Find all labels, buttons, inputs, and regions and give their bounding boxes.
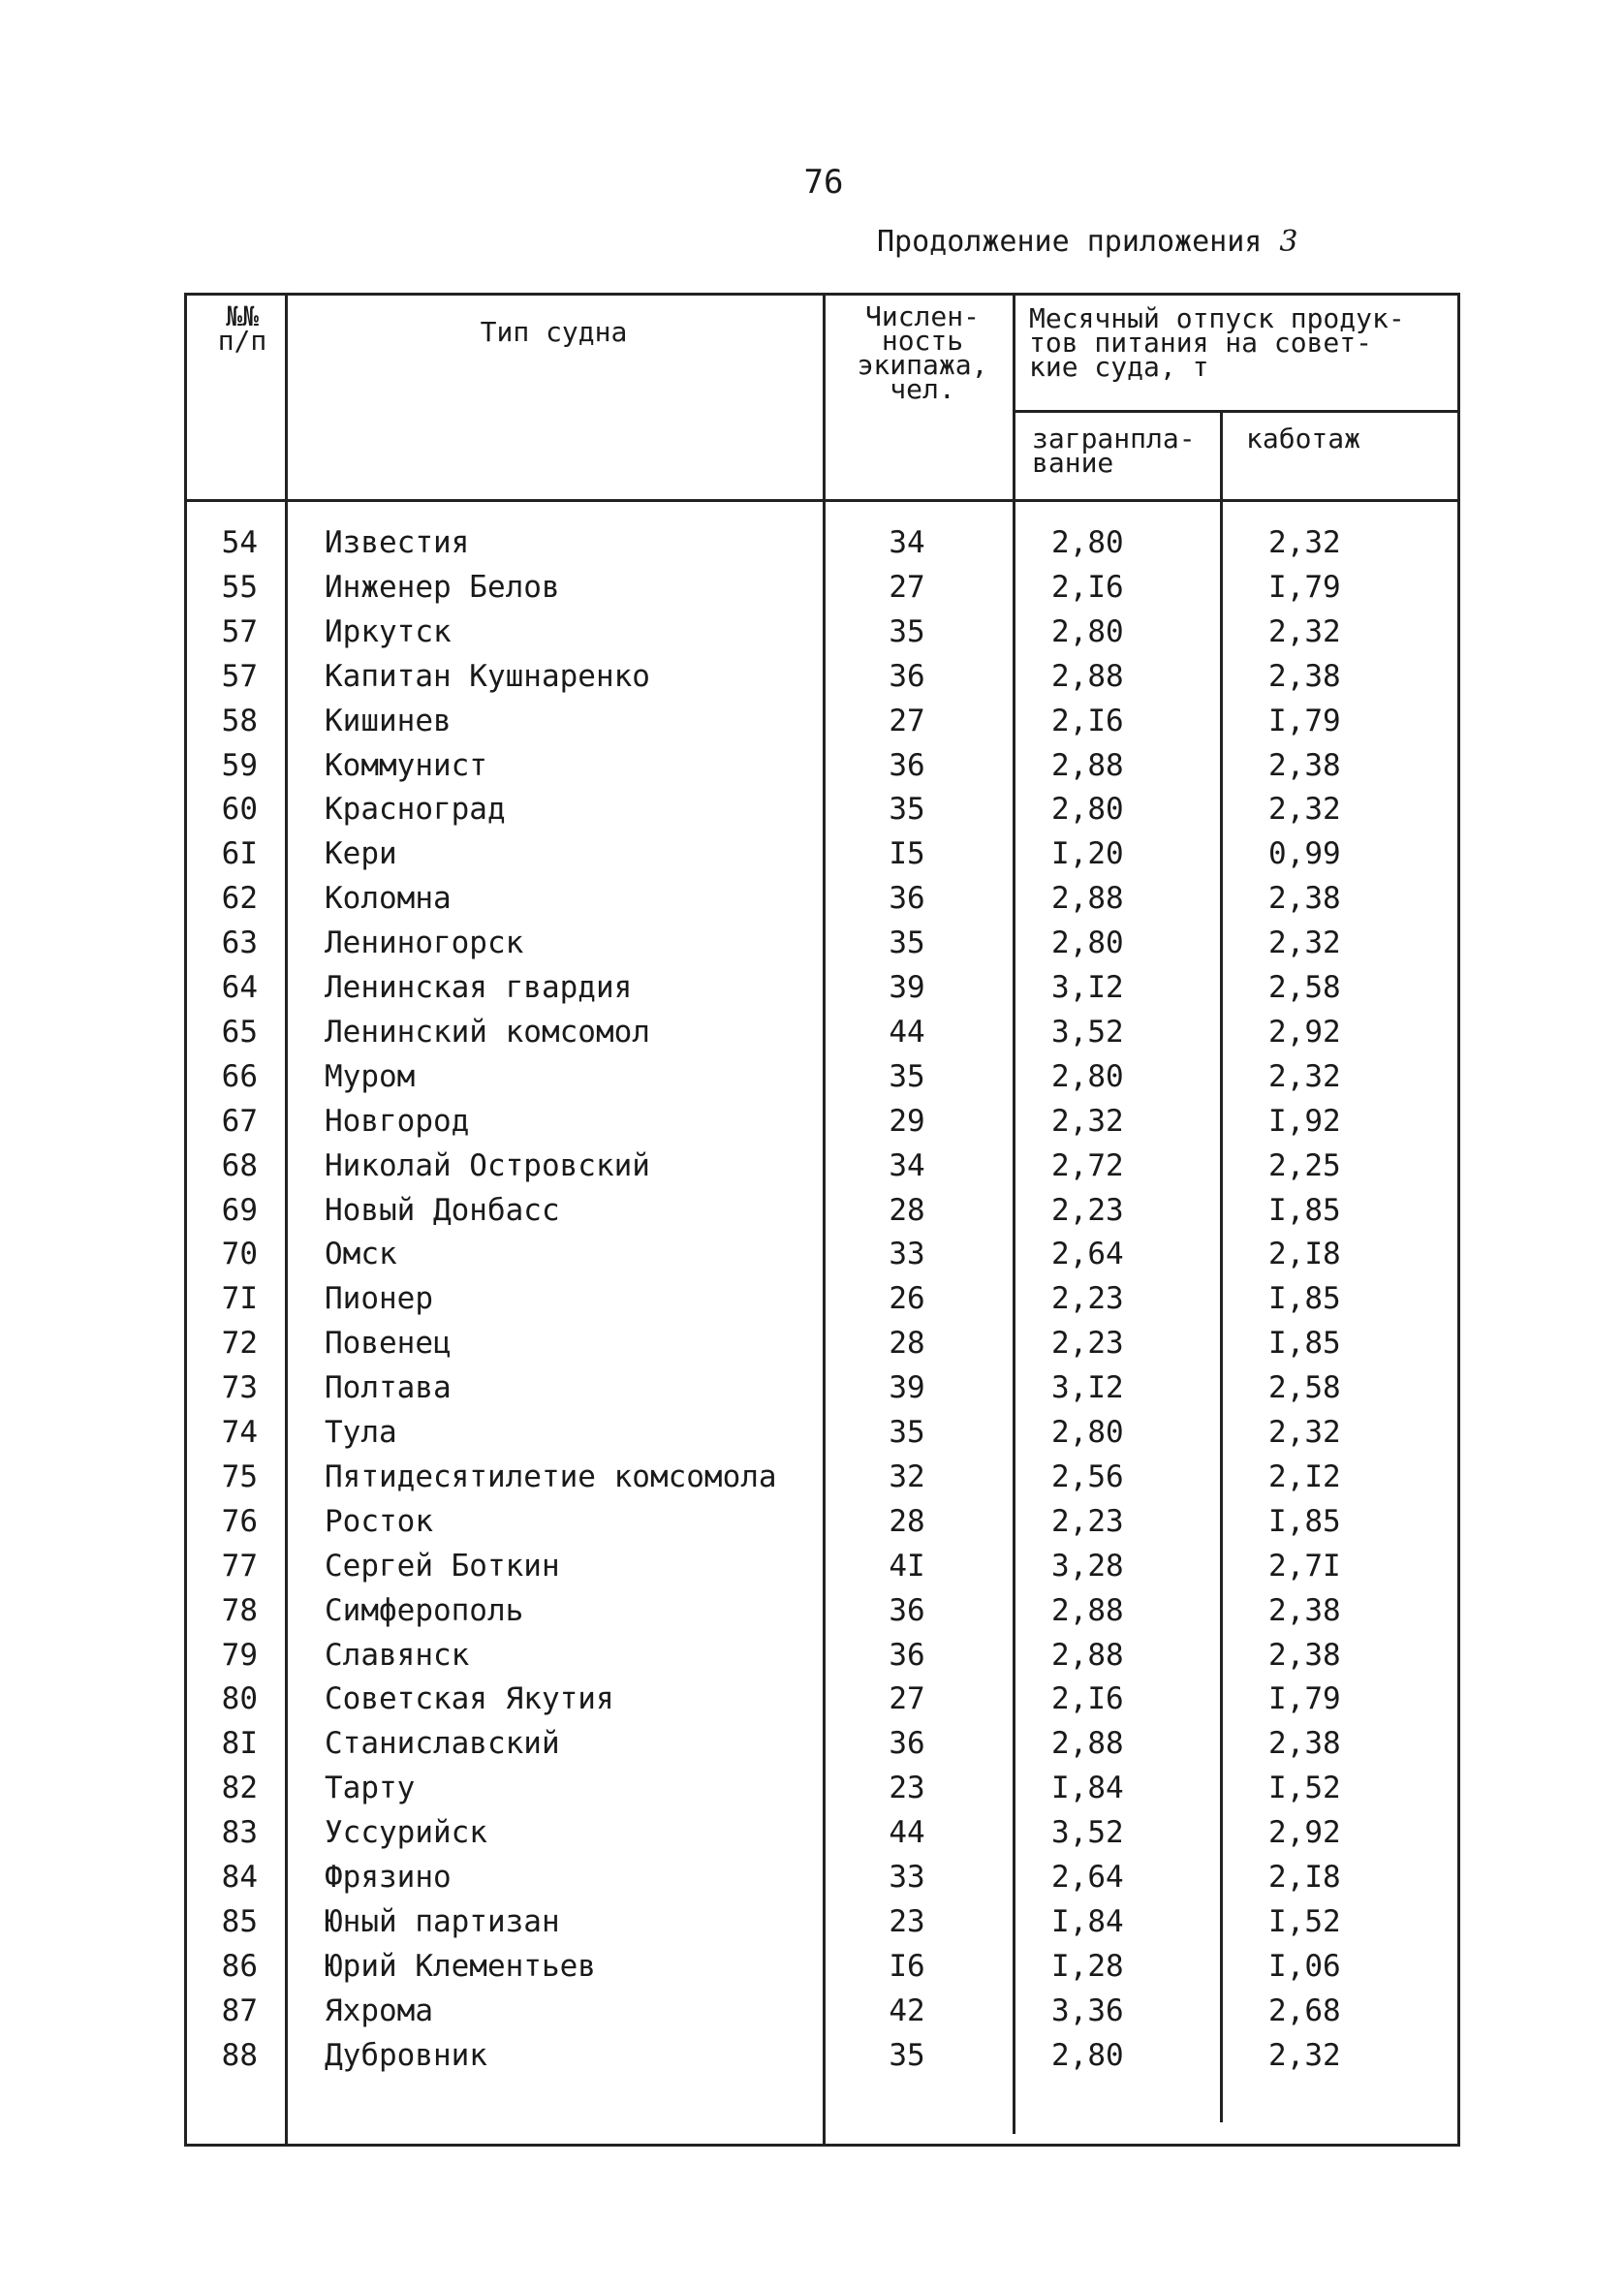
cabotage-value: I,85	[1268, 1281, 1341, 1317]
table-row	[0, 1054, 1624, 1099]
cabotage-value: I,79	[1268, 569, 1341, 605]
row-number: 77	[221, 1548, 258, 1584]
foreign-voyage-value: 3,52	[1051, 1815, 1124, 1851]
crew-count: 4I	[889, 1548, 925, 1584]
ship-name: Ленинская гвардия	[325, 970, 633, 1005]
crew-count: 36	[889, 747, 925, 783]
crew-count: 36	[889, 1726, 925, 1762]
header-subdivider	[1013, 410, 1460, 413]
ship-name: Капитан Кушнаренко	[325, 658, 650, 694]
foreign-voyage-value: 2,I6	[1051, 1681, 1124, 1717]
crew-count: 27	[889, 569, 925, 605]
crew-count: 28	[889, 1503, 925, 1539]
continuation-caption	[877, 225, 1298, 259]
table-row	[0, 1499, 1624, 1544]
foreign-voyage-value: I,20	[1051, 836, 1124, 872]
cabotage-value: I,06	[1268, 1948, 1341, 1984]
ship-name: Кишинев	[325, 703, 452, 738]
foreign-voyage-value: 2,80	[1051, 525, 1124, 560]
crew-count: 36	[889, 1592, 925, 1628]
row-number: 83	[221, 1815, 258, 1851]
table-row	[0, 1010, 1624, 1054]
row-number: 8I	[221, 1726, 258, 1762]
cabotage-value: 2,38	[1268, 1726, 1341, 1762]
ship-name: Уссурийск	[325, 1815, 487, 1851]
ship-name: Росток	[325, 1503, 433, 1539]
row-number: 72	[221, 1326, 258, 1362]
crew-count: I5	[889, 836, 925, 872]
foreign-voyage-value: 2,80	[1051, 1415, 1124, 1450]
crew-count: 36	[889, 881, 925, 917]
cabotage-value: 2,I8	[1268, 1237, 1341, 1272]
crew-count: 35	[889, 2037, 925, 2073]
table-row	[0, 1766, 1624, 1810]
row-number: 55	[221, 569, 258, 605]
table-row	[0, 921, 1624, 965]
header-ship-type: Тип судна	[480, 316, 628, 348]
foreign-voyage-value: 2,80	[1051, 2037, 1124, 2073]
cabotage-value: 2,38	[1268, 658, 1341, 694]
cabotage-value: 2,38	[1268, 747, 1341, 783]
row-number: 7I	[221, 1281, 258, 1317]
table-row	[0, 654, 1624, 699]
row-number: 85	[221, 1903, 258, 1939]
table-row	[0, 1855, 1624, 1899]
row-number: 66	[221, 1058, 258, 1094]
appendix-number: 3	[1279, 225, 1298, 259]
ship-name: Яхрома	[325, 1992, 433, 2028]
cabotage-value: I,79	[1268, 1681, 1341, 1717]
cabotage-value: 2,92	[1268, 1014, 1341, 1050]
crew-count: 23	[889, 1771, 925, 1806]
row-number: 62	[221, 881, 258, 917]
cabotage-value: 2,I2	[1268, 1459, 1341, 1494]
row-number: 68	[221, 1147, 258, 1183]
ship-name: Красноград	[325, 792, 506, 828]
table-row	[0, 1321, 1624, 1365]
crew-count: 44	[889, 1014, 925, 1050]
crew-count: 28	[889, 1192, 925, 1228]
foreign-voyage-value: 2,88	[1051, 747, 1124, 783]
ship-name: Коломна	[325, 881, 452, 917]
row-number: 73	[221, 1370, 258, 1406]
crew-count: 28	[889, 1326, 925, 1362]
ship-name: Инженер Белов	[325, 569, 560, 605]
ship-name: Тарту	[325, 1771, 416, 1806]
row-number: 70	[221, 1237, 258, 1272]
foreign-voyage-value: 2,56	[1051, 1459, 1124, 1494]
table-row	[0, 1544, 1624, 1588]
ship-name: Дубровник	[325, 2037, 487, 2073]
foreign-voyage-value: 2,23	[1051, 1503, 1124, 1539]
crew-count: 23	[889, 1903, 925, 1939]
crew-count: 35	[889, 613, 925, 649]
ship-name: Пятидесятилетие комсомола	[325, 1459, 777, 1494]
ship-name: Юный партизан	[325, 1903, 560, 1939]
row-number: 84	[221, 1860, 258, 1895]
crew-count: 35	[889, 1415, 925, 1450]
ship-name: Новый Донбасс	[325, 1192, 560, 1228]
ship-name: Советская Якутия	[325, 1681, 614, 1717]
row-number: 74	[221, 1415, 258, 1450]
crew-count: 35	[889, 925, 925, 961]
table-row	[0, 565, 1624, 610]
ship-name: Кери	[325, 836, 397, 872]
foreign-voyage-value: 2,80	[1051, 792, 1124, 828]
row-number: 75	[221, 1459, 258, 1494]
table-row	[0, 1899, 1624, 1944]
ship-name: Омск	[325, 1237, 397, 1272]
table-row	[0, 1721, 1624, 1766]
cabotage-value: I,92	[1268, 1103, 1341, 1139]
crew-count: 44	[889, 1815, 925, 1851]
foreign-voyage-value: 2,64	[1051, 1860, 1124, 1895]
foreign-voyage-value: 2,88	[1051, 881, 1124, 917]
foreign-voyage-value: 3,28	[1051, 1548, 1124, 1584]
cabotage-value: 2,92	[1268, 1815, 1341, 1851]
ship-name: Коммунист	[325, 747, 487, 783]
foreign-voyage-value: 2,80	[1051, 1058, 1124, 1094]
row-number: 76	[221, 1503, 258, 1539]
cabotage-value: 0,99	[1268, 836, 1341, 872]
foreign-voyage-value: 2,88	[1051, 1637, 1124, 1673]
row-number: 65	[221, 1014, 258, 1050]
row-number: 60	[221, 792, 258, 828]
crew-count: 39	[889, 970, 925, 1005]
foreign-voyage-value: 2,88	[1051, 1592, 1124, 1628]
row-number: 69	[221, 1192, 258, 1228]
table-row	[0, 787, 1624, 831]
crew-count: 33	[889, 1237, 925, 1272]
row-number: 79	[221, 1637, 258, 1673]
table-row	[0, 1188, 1624, 1233]
table-row	[0, 1633, 1624, 1678]
ship-name: Юрий Клементьев	[325, 1948, 596, 1984]
table-row	[0, 610, 1624, 654]
row-number: 57	[221, 658, 258, 694]
table-row	[0, 743, 1624, 788]
crew-count: 27	[889, 703, 925, 738]
table-row	[0, 1099, 1624, 1144]
foreign-voyage-value: 2,80	[1051, 925, 1124, 961]
table-row	[0, 2033, 1624, 2078]
row-number: 63	[221, 925, 258, 961]
header-foreign-voyage: загранпла- вание	[1032, 423, 1196, 479]
cabotage-value: 2,68	[1268, 1992, 1341, 2028]
foreign-voyage-value: 3,36	[1051, 1992, 1124, 2028]
ship-name: Тула	[325, 1415, 397, 1450]
foreign-voyage-value: I,28	[1051, 1948, 1124, 1984]
foreign-voyage-value: 2,80	[1051, 613, 1124, 649]
ship-name: Иркутск	[325, 613, 452, 649]
ship-name: Новгород	[325, 1103, 470, 1139]
cabotage-value: 2,38	[1268, 1637, 1341, 1673]
foreign-voyage-value: 2,72	[1051, 1147, 1124, 1183]
row-number: 86	[221, 1948, 258, 1984]
crew-count: 34	[889, 525, 925, 560]
continuation-text: Продолжение приложения	[877, 225, 1263, 259]
foreign-voyage-value: 2,I6	[1051, 703, 1124, 738]
table-row	[0, 1677, 1624, 1721]
cabotage-value: 2,25	[1268, 1147, 1341, 1183]
table-row	[0, 1232, 1624, 1276]
foreign-voyage-value: 2,I6	[1051, 569, 1124, 605]
cabotage-value: 2,7I	[1268, 1548, 1341, 1584]
cabotage-value: 2,32	[1268, 792, 1341, 828]
foreign-voyage-value: 3,52	[1051, 1014, 1124, 1050]
table-row	[0, 1410, 1624, 1455]
ship-name: Повенец	[325, 1326, 452, 1362]
table-row	[0, 876, 1624, 921]
table-row	[0, 1365, 1624, 1410]
cabotage-value: I,85	[1268, 1326, 1341, 1362]
foreign-voyage-value: 2,23	[1051, 1326, 1124, 1362]
ship-name: Сергей Боткин	[325, 1548, 560, 1584]
cabotage-value: 2,38	[1268, 881, 1341, 917]
row-number: 82	[221, 1771, 258, 1806]
crew-count: 39	[889, 1370, 925, 1406]
ship-name: Николай Островский	[325, 1147, 650, 1183]
cabotage-value: 2,I8	[1268, 1860, 1341, 1895]
page-number: 76	[803, 163, 844, 202]
row-number: 64	[221, 970, 258, 1005]
row-number: 57	[221, 613, 258, 649]
ship-name: Славянск	[325, 1637, 470, 1673]
foreign-voyage-value: I,84	[1051, 1903, 1124, 1939]
table-row	[0, 520, 1624, 565]
crew-count: 27	[889, 1681, 925, 1717]
cabotage-value: 2,58	[1268, 1370, 1341, 1406]
header-cabotage: каботаж	[1246, 423, 1361, 455]
row-number: 88	[221, 2037, 258, 2073]
ship-name: Муром	[325, 1058, 416, 1094]
table-row	[0, 699, 1624, 743]
table-row	[0, 831, 1624, 876]
ship-name: Ленинский комсомол	[325, 1014, 650, 1050]
crew-count: 36	[889, 658, 925, 694]
table-row	[0, 1944, 1624, 1989]
row-number: 58	[221, 703, 258, 738]
foreign-voyage-value: 3,I2	[1051, 970, 1124, 1005]
ship-name: Станиславский	[325, 1726, 560, 1762]
crew-count: 32	[889, 1459, 925, 1494]
row-number: 67	[221, 1103, 258, 1139]
header-monthly-supply: Месячный отпуск продук- тов питания на совет- кие суда, т	[1029, 302, 1405, 383]
row-number: 54	[221, 525, 258, 560]
crew-count: 29	[889, 1103, 925, 1139]
cabotage-value: 2,38	[1268, 1592, 1341, 1628]
table-row	[0, 1455, 1624, 1499]
cabotage-value: 2,58	[1268, 970, 1341, 1005]
crew-count: 35	[889, 1058, 925, 1094]
table-row	[0, 1276, 1624, 1321]
table-row	[0, 1144, 1624, 1188]
ship-name: Симферополь	[325, 1592, 524, 1628]
foreign-voyage-value: 2,88	[1051, 1726, 1124, 1762]
ship-name: Пионер	[325, 1281, 433, 1317]
foreign-voyage-value: 2,64	[1051, 1237, 1124, 1272]
row-number: 6I	[221, 836, 258, 872]
cabotage-value: I,52	[1268, 1771, 1341, 1806]
crew-count: 26	[889, 1281, 925, 1317]
ship-name: Известия	[325, 525, 470, 560]
header-bottom-rule	[184, 499, 1460, 502]
foreign-voyage-value: 2,88	[1051, 658, 1124, 694]
foreign-voyage-value: 3,I2	[1051, 1370, 1124, 1406]
ship-name: Фрязино	[325, 1860, 452, 1895]
row-number: 59	[221, 747, 258, 783]
row-number: 80	[221, 1681, 258, 1717]
ship-name: Полтава	[325, 1370, 452, 1406]
cabotage-value: 2,32	[1268, 2037, 1341, 2073]
header-number: №№ п/п	[217, 300, 267, 357]
crew-count: 36	[889, 1637, 925, 1673]
cabotage-value: 2,32	[1268, 613, 1341, 649]
row-number: 87	[221, 1992, 258, 2028]
cabotage-value: I,85	[1268, 1503, 1341, 1539]
foreign-voyage-value: 2,23	[1051, 1281, 1124, 1317]
crew-count: 33	[889, 1860, 925, 1895]
cabotage-value: 2,32	[1268, 525, 1341, 560]
crew-count: 34	[889, 1147, 925, 1183]
table-row	[0, 1810, 1624, 1855]
table-row	[0, 1588, 1624, 1633]
cabotage-value: 2,32	[1268, 1415, 1341, 1450]
cabotage-value: I,52	[1268, 1903, 1341, 1939]
row-number: 78	[221, 1592, 258, 1628]
crew-count: 42	[889, 1992, 925, 2028]
foreign-voyage-value: 2,23	[1051, 1192, 1124, 1228]
cabotage-value: 2,32	[1268, 1058, 1341, 1094]
cabotage-value: I,79	[1268, 703, 1341, 738]
table-row	[0, 1989, 1624, 2033]
header-crew: Числен- ность экипажа, чел.	[857, 300, 988, 405]
cabotage-value: I,85	[1268, 1192, 1341, 1228]
cabotage-value: 2,32	[1268, 925, 1341, 961]
foreign-voyage-value: I,84	[1051, 1771, 1124, 1806]
crew-count: I6	[889, 1948, 925, 1984]
table-row	[0, 965, 1624, 1010]
ship-name: Лениногорск	[325, 925, 524, 961]
crew-count: 35	[889, 792, 925, 828]
foreign-voyage-value: 2,32	[1051, 1103, 1124, 1139]
